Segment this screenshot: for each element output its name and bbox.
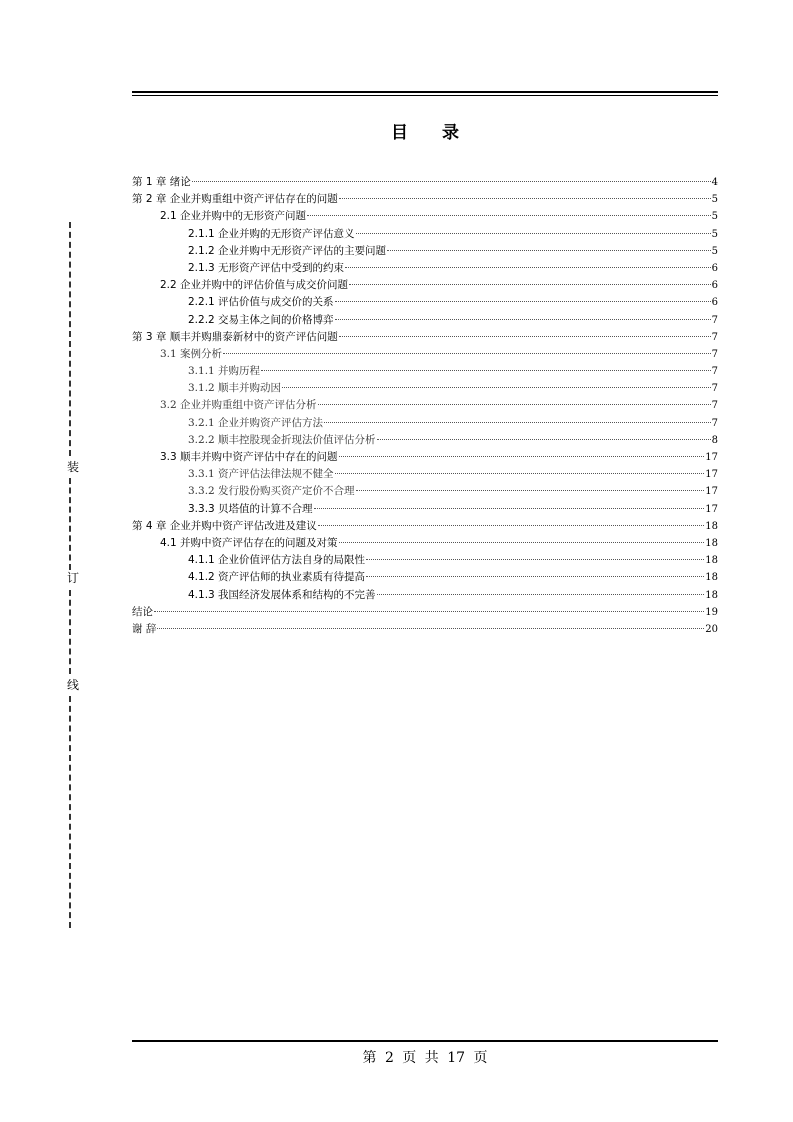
toc-entry[interactable] [132, 294, 718, 311]
toc-leader-dots [366, 576, 704, 577]
toc-leader-dots [307, 215, 711, 216]
toc-leader-dots [339, 542, 705, 543]
toc-entry-label: 结论 [132, 605, 153, 618]
toc-leader-dots [314, 508, 705, 509]
binding-mark-zhuang: 装 [66, 460, 79, 474]
toc-leader-dots [366, 559, 704, 560]
binding-dash [69, 696, 71, 928]
toc-leader-dots [261, 370, 711, 371]
toc-leader-dots [349, 284, 711, 285]
binding-dash [69, 478, 71, 570]
toc-entry-label: 3.3.1 资产评估法律法规不健全 [188, 468, 334, 481]
toc-entry-page: 7 [711, 348, 718, 360]
toc-leader-dots [335, 301, 711, 302]
toc-leader-dots [318, 525, 705, 526]
toc-entry[interactable] [132, 260, 718, 277]
toc-entry-label: 4.1.3 我国经济发展体系和结构的不完善 [188, 588, 376, 601]
toc-entry-label: 2.1 企业并购中的无形资产问题 [160, 210, 307, 223]
toc-entry-label: 4.1 并购中资产评估存在的问题及对策 [160, 536, 338, 549]
toc-entry-label: 第 4 章 企业并购中资产评估改进及建议 [132, 519, 317, 532]
binding-mark-xian: 线 [66, 678, 79, 692]
toc-leader-dots [356, 233, 711, 234]
toc-entry[interactable] [132, 363, 718, 380]
toc-entry[interactable] [132, 191, 718, 208]
toc-entry[interactable] [132, 535, 718, 552]
toc-entry-page: 5 [711, 228, 718, 240]
toc-entry-label: 3.1.2 顺丰并购动因 [188, 382, 282, 395]
toc-entry[interactable] [132, 277, 718, 294]
toc-entry-page: 7 [711, 366, 718, 378]
toc-entry-page: 18 [705, 555, 718, 567]
toc-leader-dots [157, 628, 704, 629]
toc-entry-page: 6 [711, 297, 718, 309]
toc-leader-dots [387, 250, 711, 251]
toc-leader-dots [356, 490, 705, 491]
toc-entry-page: 8 [711, 434, 718, 446]
toc-entry-label: 3.3.2 发行股份购买资产定价不合理 [188, 485, 355, 498]
toc-entry-label: 2.2.2 交易主体之间的价格博弈 [188, 313, 334, 326]
binding-line [66, 222, 79, 928]
toc-entry-page: 17 [705, 486, 718, 498]
toc-entry[interactable] [132, 604, 718, 621]
toc-leader-dots [339, 456, 705, 457]
toc-entry[interactable] [132, 483, 718, 500]
toc-entry[interactable] [132, 432, 718, 449]
toc-leader-dots [339, 336, 711, 337]
toc-entry-page: 7 [711, 314, 718, 326]
toc-entry[interactable] [132, 449, 718, 466]
toc-leader-dots [324, 422, 711, 423]
toc-leader-dots [339, 198, 711, 199]
toc-entry[interactable] [132, 226, 718, 243]
toc-leader-dots [154, 611, 704, 612]
toc-entry-label: 2.2.1 评估价值与成交价的关系 [188, 296, 334, 309]
toc-entry-page: 18 [705, 537, 718, 549]
binding-mark-ding: 订 [66, 571, 79, 585]
toc-entry-label: 2.1.1 企业并购的无形资产评估意义 [188, 227, 355, 240]
toc-entry-page: 18 [705, 572, 718, 584]
toc-entry-page: 18 [705, 520, 718, 532]
toc-entry-label: 3.2.2 顺丰控股现金折现法价值评估分析 [188, 433, 376, 446]
toc-entry[interactable] [132, 415, 718, 432]
toc-entry-page: 7 [711, 417, 718, 429]
toc-leader-dots [223, 353, 711, 354]
toc-entry-page: 19 [705, 606, 718, 618]
toc-entry-label: 3.3 顺丰并购中资产评估中存在的问题 [160, 451, 338, 463]
toc-leader-dots [318, 404, 711, 405]
toc-leader-dots [377, 594, 705, 595]
toc-entry-page: 6 [711, 262, 718, 274]
toc-entry[interactable] [132, 501, 718, 518]
toc-entry-page: 17 [705, 469, 718, 481]
toc-leader-dots [192, 181, 711, 182]
toc-entry-label: 第 2 章 企业并购重组中资产评估存在的问题 [132, 193, 338, 206]
toc-entry[interactable] [132, 552, 718, 569]
toc-entry[interactable] [132, 621, 718, 638]
toc-entry-page: 5 [711, 194, 718, 206]
toc-leader-dots [345, 267, 711, 268]
toc-leader-dots [377, 439, 711, 440]
toc-entry-label: 2.1.2 企业并购中无形资产评估的主要问题 [188, 244, 387, 257]
toc-entry-page: 6 [711, 280, 718, 292]
toc-entry-label: 3.2.1 企业并购资产评估方法 [188, 416, 324, 429]
toc-entry-page: 7 [711, 400, 718, 412]
toc-entry-label: 3.1.1 并购历程 [188, 365, 261, 378]
header-rule-thin [132, 95, 718, 96]
toc-entry[interactable] [132, 569, 718, 586]
toc-entry-page: 5 [711, 245, 718, 257]
toc-entry-page: 7 [711, 383, 718, 395]
toc-entry[interactable] [132, 174, 718, 191]
toc-entry[interactable] [132, 208, 718, 225]
toc-leader-dots [282, 387, 711, 388]
toc-entry-label: 2.1.3 无形资产评估中受到的约束 [188, 261, 345, 274]
header-rule [132, 91, 718, 93]
toc-entry[interactable] [132, 397, 718, 414]
toc-entry-page: 20 [705, 623, 718, 635]
toc-entry-page: 4 [711, 177, 718, 188]
toc-entry[interactable] [132, 518, 718, 535]
toc-entry[interactable] [132, 466, 718, 483]
toc-entry[interactable] [132, 243, 718, 260]
toc-entry-label: 4.1.1 企业价值评估方法自身的局限性 [188, 554, 366, 567]
footer-rule [132, 1040, 718, 1042]
toc-entry-page: 5 [711, 211, 718, 223]
toc-entry-page: 18 [705, 589, 718, 601]
toc-entry-label: 第 3 章 顺丰并购鼎泰新材中的资产评估问题 [132, 330, 338, 343]
toc-entry-label: 3.1 案例分析 [160, 347, 223, 360]
toc-entry-page: 17 [705, 452, 718, 463]
toc-entry[interactable] [132, 587, 718, 604]
toc-entry-label: 3.2 企业并购重组中资产评估分析 [160, 399, 317, 412]
page-number: 第 2 页 共 17 页 [362, 1050, 488, 1066]
toc-entry[interactable] [132, 312, 718, 329]
toc-entry-page: 7 [711, 331, 718, 343]
toc-entry[interactable] [132, 329, 718, 346]
toc-entry[interactable] [132, 380, 718, 397]
toc-title: 目 录 [391, 123, 473, 143]
toc-leader-dots [335, 319, 711, 320]
toc-entry-label: 谢 辞 [132, 622, 157, 635]
toc-entry-label: 3.3.3 贝塔值的计算不合理 [188, 502, 313, 515]
binding-dash [69, 590, 71, 674]
toc-entry-label: 4.1.2 资产评估师的执业素质有待提高 [188, 571, 366, 584]
toc-entry[interactable] [132, 346, 718, 363]
toc-entry-label: 2.2 企业并购中的评估价值与成交价问题 [160, 279, 349, 292]
toc-leader-dots [335, 473, 705, 474]
table-of-contents [132, 174, 718, 638]
binding-dash [69, 222, 71, 456]
toc-entry-page: 17 [705, 503, 718, 515]
toc-entry-label: 第 1 章 绪论 [132, 176, 191, 188]
